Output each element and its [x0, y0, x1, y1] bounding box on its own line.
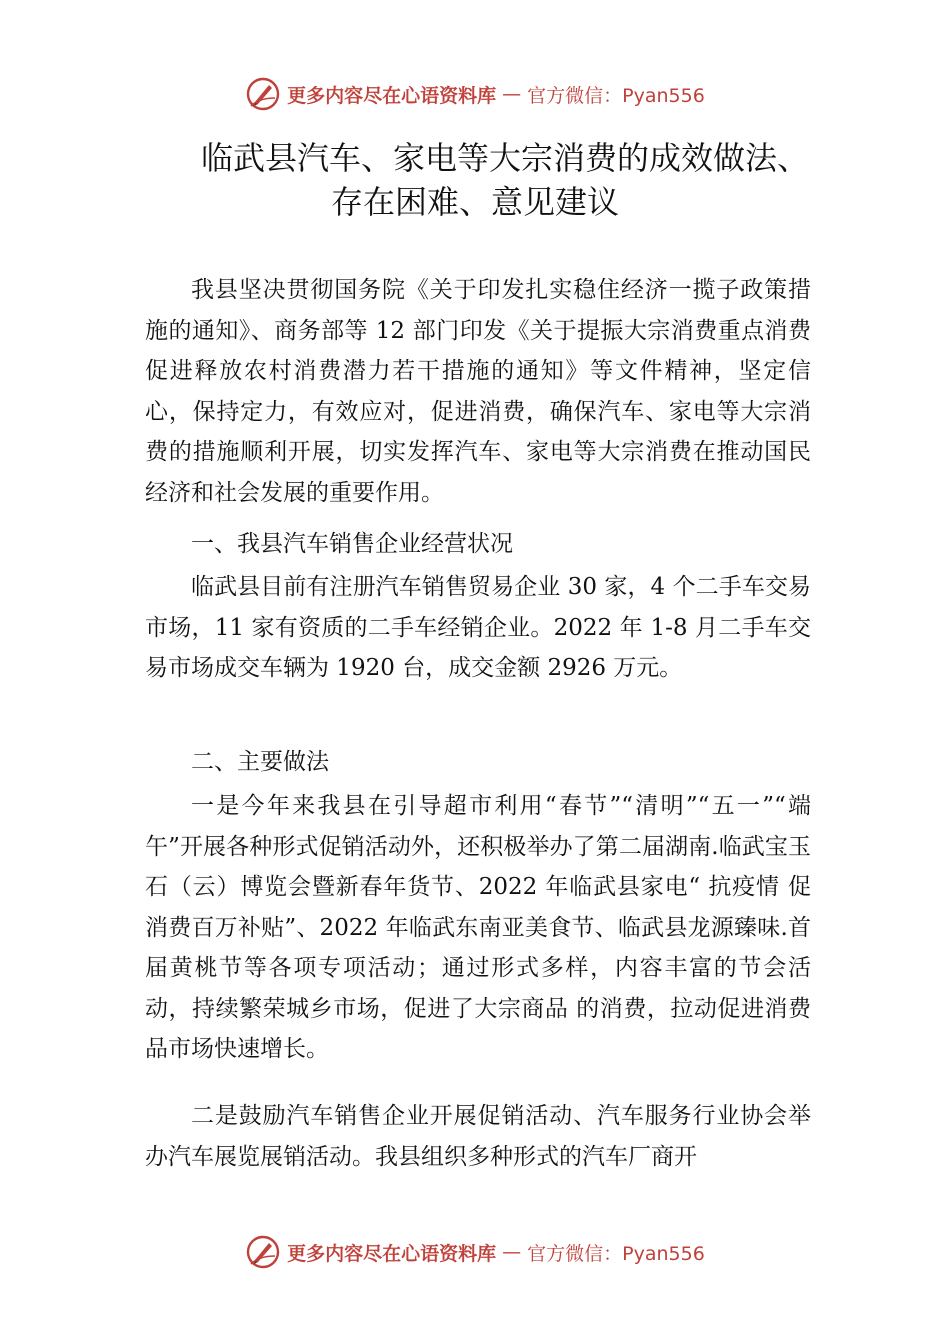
watermark-header [0, 74, 950, 114]
watermark-contact: 官方微信：Pyan556 [527, 1242, 705, 1265]
document-title-line-2: 存在困难、意见建议 [330, 183, 619, 221]
watermark-brand: 更多内容尽在心语资料库 [287, 1242, 497, 1265]
watermark-brand: 更多内容尽在心语资料库 [287, 84, 497, 107]
watermark-separator: — [502, 83, 522, 105]
paragraph-measure-1: 一是今年来我县在引导超市利用“春节”“清明”“五一”“端午”开展各种形式促销活动外，还积极举办了第二届湖南.临武宝玉石（云）博览会暨新春年货节、2022 年临武县家电“ 抗疫情 促消费百万补贴”、2022 年临武东南亚美食节、临武县龙源臻味.首届黄桃节等各项专项活动；通过形式多样，内容丰富的节会活动，持续繁荣城乡市场，促进了大宗商品 的消费，拉动促进消费品市场快速增长。 [145, 793, 811, 1062]
paragraph-intro: 我县坚决贯彻国务院《关于印发扎实稳住经济一揽子政策措施的通知》、商务部等 12 部门印发《关于提振大宗消费重点消费促进释放农村消费潜力若干措施的通知》等文件精神，坚定信心，保持定力，有效应对，促进消费，确保汽车、家电等大宗消费的措施顺利开展，切实发挥汽车、家电等大宗消费在推动国民经济和社会发展的重要作用。 [145, 277, 811, 506]
watermark-separator: — [502, 1241, 522, 1263]
document-title-line-1: 临武县汽车、家电等大宗消费的成效做法、 [200, 139, 809, 177]
section-heading-1: 一、我县汽车销售企业经营状况 [191, 531, 513, 557]
watermark-contact: 官方微信：Pyan556 [527, 84, 705, 107]
paragraph-measure-2: 二是鼓励汽车销售企业开展促销活动、汽车服务行业协会举办汽车展览展销活动。我县组织多种形式的汽车厂商开 [145, 1103, 811, 1170]
section-heading-2: 二、主要做法 [191, 749, 329, 775]
pen-emblem-icon [245, 1234, 281, 1270]
watermark-footer [0, 1232, 950, 1272]
paragraph-dealers: 临武县目前有注册汽车销售贸易企业 30 家，4 个二手车交易市场，11 家有资质的二手车经销企业。2022 年 1-8 月二手车交易市场成交车辆为 1920 台，成交金额 2926 万元。 [145, 574, 811, 681]
pen-emblem-icon [245, 76, 281, 112]
